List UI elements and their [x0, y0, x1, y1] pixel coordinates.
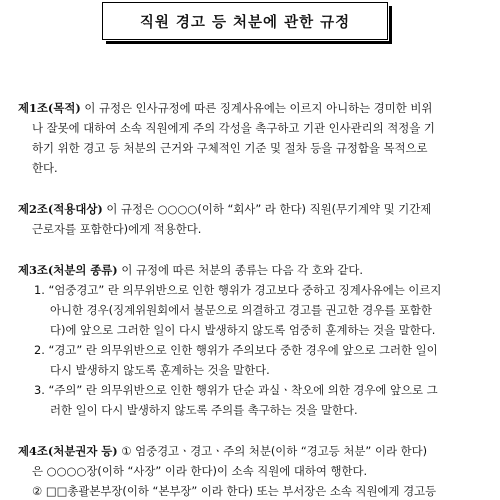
- article-1-text-2: 나 잘못에 대하여 소속 직원에게 주의 각성을 촉구하고 기관 인사관리의 적정을 기: [32, 121, 435, 135]
- article-1-text-3: 하기 위한 경고 등 처분의 근거와 구체적인 기준 및 절차 등을 규정함을 목적으로: [32, 141, 428, 155]
- article-4-text-1: ① 엄중경고ㆍ경고ㆍ주의 처분(이하 “경고등 처분” 이라 한다): [121, 444, 428, 458]
- item-1-text-3: 다)에 앞으로 그러한 일이 다시 발생하지 않도록 엄중히 훈계하는 것을 말한다.: [50, 323, 436, 337]
- article-1-line-1: [18, 101, 432, 115]
- item-3-line-1: [34, 383, 438, 397]
- article-4-text-3: ② □□총괄본부장(이하 “본부장” 이라 한다) 또는 부서장은 소속 직원에게 경고등: [32, 484, 437, 498]
- item-2-text-2: 다시 발생하지 않도록 훈계하는 것을 말한다.: [50, 363, 270, 377]
- item-1-text-1: “엄중경고” 란 의무위반으로 인한 행위가 경고보다 중하고 징계사유에는 이르지: [48, 283, 442, 297]
- article-3-heading: 제3조(처분의 종류): [18, 263, 118, 277]
- item-3-text-2: 러한 일이 다시 발생하지 않도록 주의를 촉구하는 것을 말한다.: [50, 403, 358, 417]
- article-2-line-1: [18, 202, 431, 216]
- article-3-text-1: 이 규정에 따른 처분의 종류는 다음 각 호와 같다.: [121, 263, 363, 277]
- item-1-number: 1.: [34, 283, 45, 297]
- item-2-number: 2.: [34, 343, 45, 357]
- article-4-heading: 제4조(처분권자 등): [18, 444, 118, 458]
- article-3-line-1: [18, 263, 363, 277]
- article-2-heading: 제2조(적용대상): [18, 202, 103, 216]
- item-3-text-1: “주의” 란 의무위반으로 인한 행위가 단순 과실ㆍ착오에 의한 경우에 앞으로 그: [48, 383, 438, 397]
- item-2-text-1: “경고” 란 의무위반으로 인한 행위가 주의보다 중한 경우에 앞으로 그러한 일이: [48, 343, 438, 357]
- article-2-text-2: 근로자를 포함한다)에게 적용한다.: [32, 222, 202, 236]
- item-2-line-1: [34, 343, 438, 357]
- article-4-line-1: [18, 444, 427, 458]
- item-1-line-1: [34, 283, 441, 297]
- article-1-text-4: 한다.: [32, 161, 58, 175]
- article-1-text-1: 이 규정은 인사규정에 따른 징계사유에는 이르지 아니하는 경미한 비위: [84, 101, 433, 115]
- article-4-text-2: 은 ○○○○장(이하 “사장” 이라 한다)이 소속 직원에 대하여 행한다.: [32, 464, 368, 478]
- item-1-text-2: 아니한 경우(징계위원회에서 불문으로 의결하고 경고를 권고한 경우를 포함한: [50, 303, 432, 317]
- article-2-text-1: 이 규정은 ○○○○(이하 “회사” 라 한다) 직원(무기계약 및 기간제: [106, 202, 432, 216]
- item-3-number: 3.: [34, 383, 45, 397]
- article-1-heading: 제1조(목적): [18, 101, 81, 115]
- document-title: 직원 경고 등 처분에 관한 규정: [102, 2, 388, 40]
